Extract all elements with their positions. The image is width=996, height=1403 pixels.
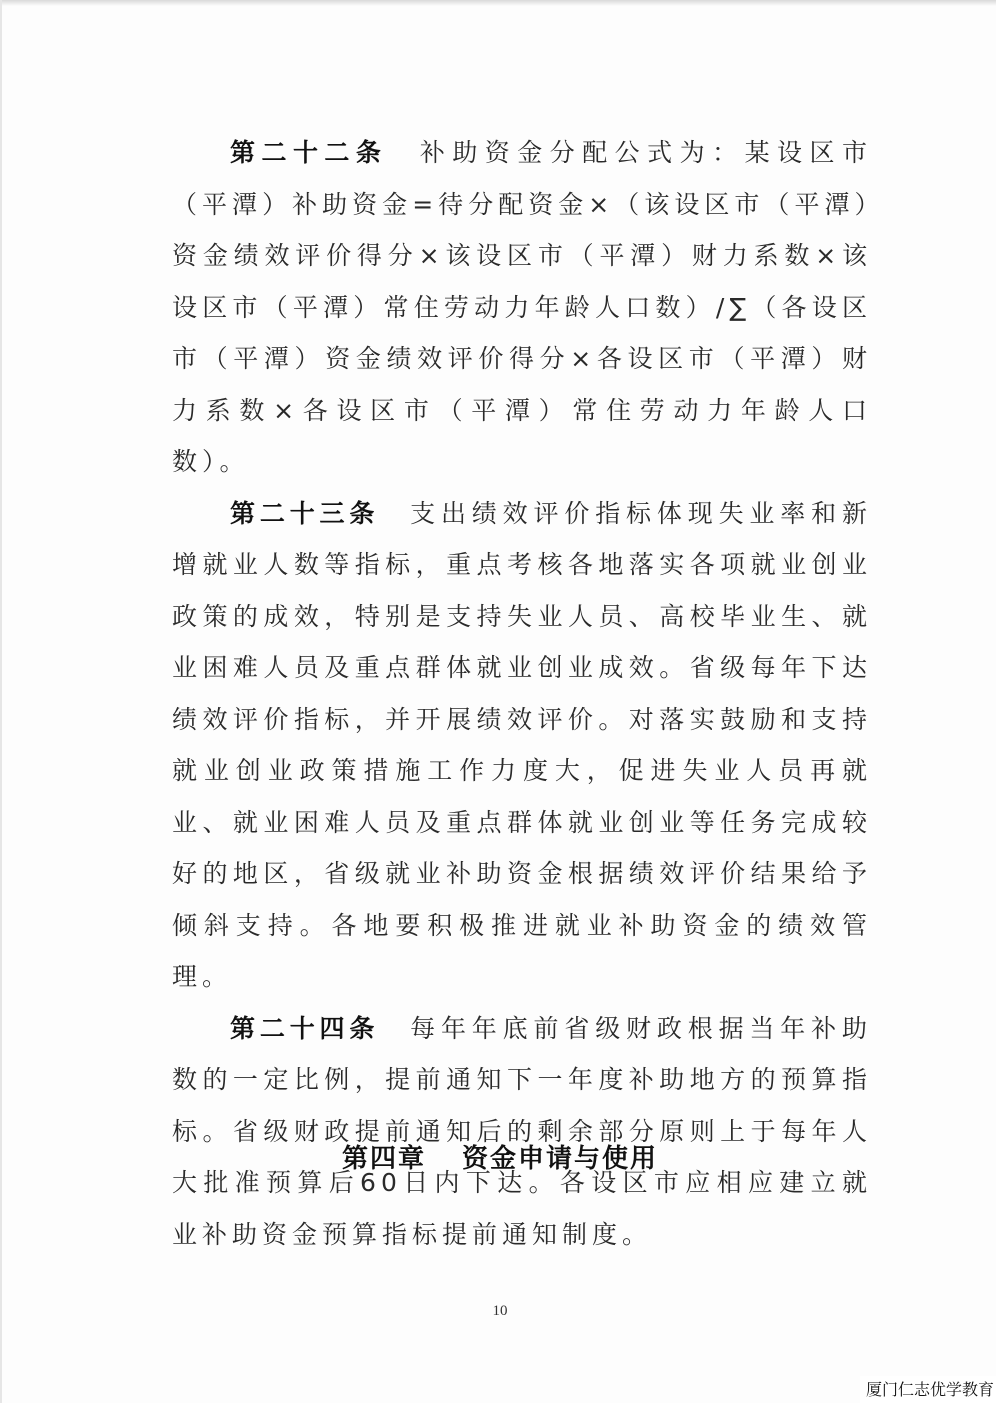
scan-edge-shadow xyxy=(2,0,996,6)
page-number: 10 xyxy=(492,1303,508,1319)
article-text: 补助资金分配公式为：某设区市（平潭）补助资金=待分配资金×（该设区市（平潭）资金绩效评价得分×该设区市（平潭）财力系数×该设区市（平潭）常住劳动力年龄人口数）/∑（各设区市（平潭）资金绩效评价得分×各设区市（平潭）财力系数×各设区市（平潭）常住劳动力年龄人口数）。 xyxy=(172,138,872,476)
watermark-text: 厦门仁志优学教育 xyxy=(860,1376,996,1403)
article-24 xyxy=(172,1003,872,1261)
document-body xyxy=(172,127,872,1260)
chapter-heading xyxy=(2,1138,996,1175)
chapter-number: 第四章 xyxy=(341,1144,426,1174)
article-text: 每年年底前省级财政根据当年补助数的一定比例，提前通知下一年度补助地方的预算指标。省级财政提前通知后的剩余部分原则上于每年人大批准预算后60日内下达。各设区市应相应建立就业补助资金预算指标提前通知制度。 xyxy=(172,1013,872,1249)
article-23 xyxy=(172,488,872,1003)
article-number: 第二十三条 xyxy=(230,498,380,528)
article-number: 第二十二条 xyxy=(230,138,388,167)
article-22 xyxy=(172,127,872,488)
article-text: 支出绩效评价指标体现失业率和新增就业人数等指标，重点考核各地落实各项就业创业政策的成效，特别是支持失业人员、高校毕业生、就业困难人员及重点群体就业创业成效。省级每年下达绩效评价指标，并开展绩效评价。对落实鼓励和支持就业创业政策措施工作力度大，促进失业人员再就业、就业困难人员及重点群体就业创业等任务完成较好的地区，省级就业补助资金根据绩效评价结果给予倾斜支持。各地要积极推进就业补助资金的绩效管理。 xyxy=(172,498,872,991)
article-number: 第二十四条 xyxy=(230,1013,380,1043)
chapter-title: 资金申请与使用 xyxy=(462,1144,659,1174)
